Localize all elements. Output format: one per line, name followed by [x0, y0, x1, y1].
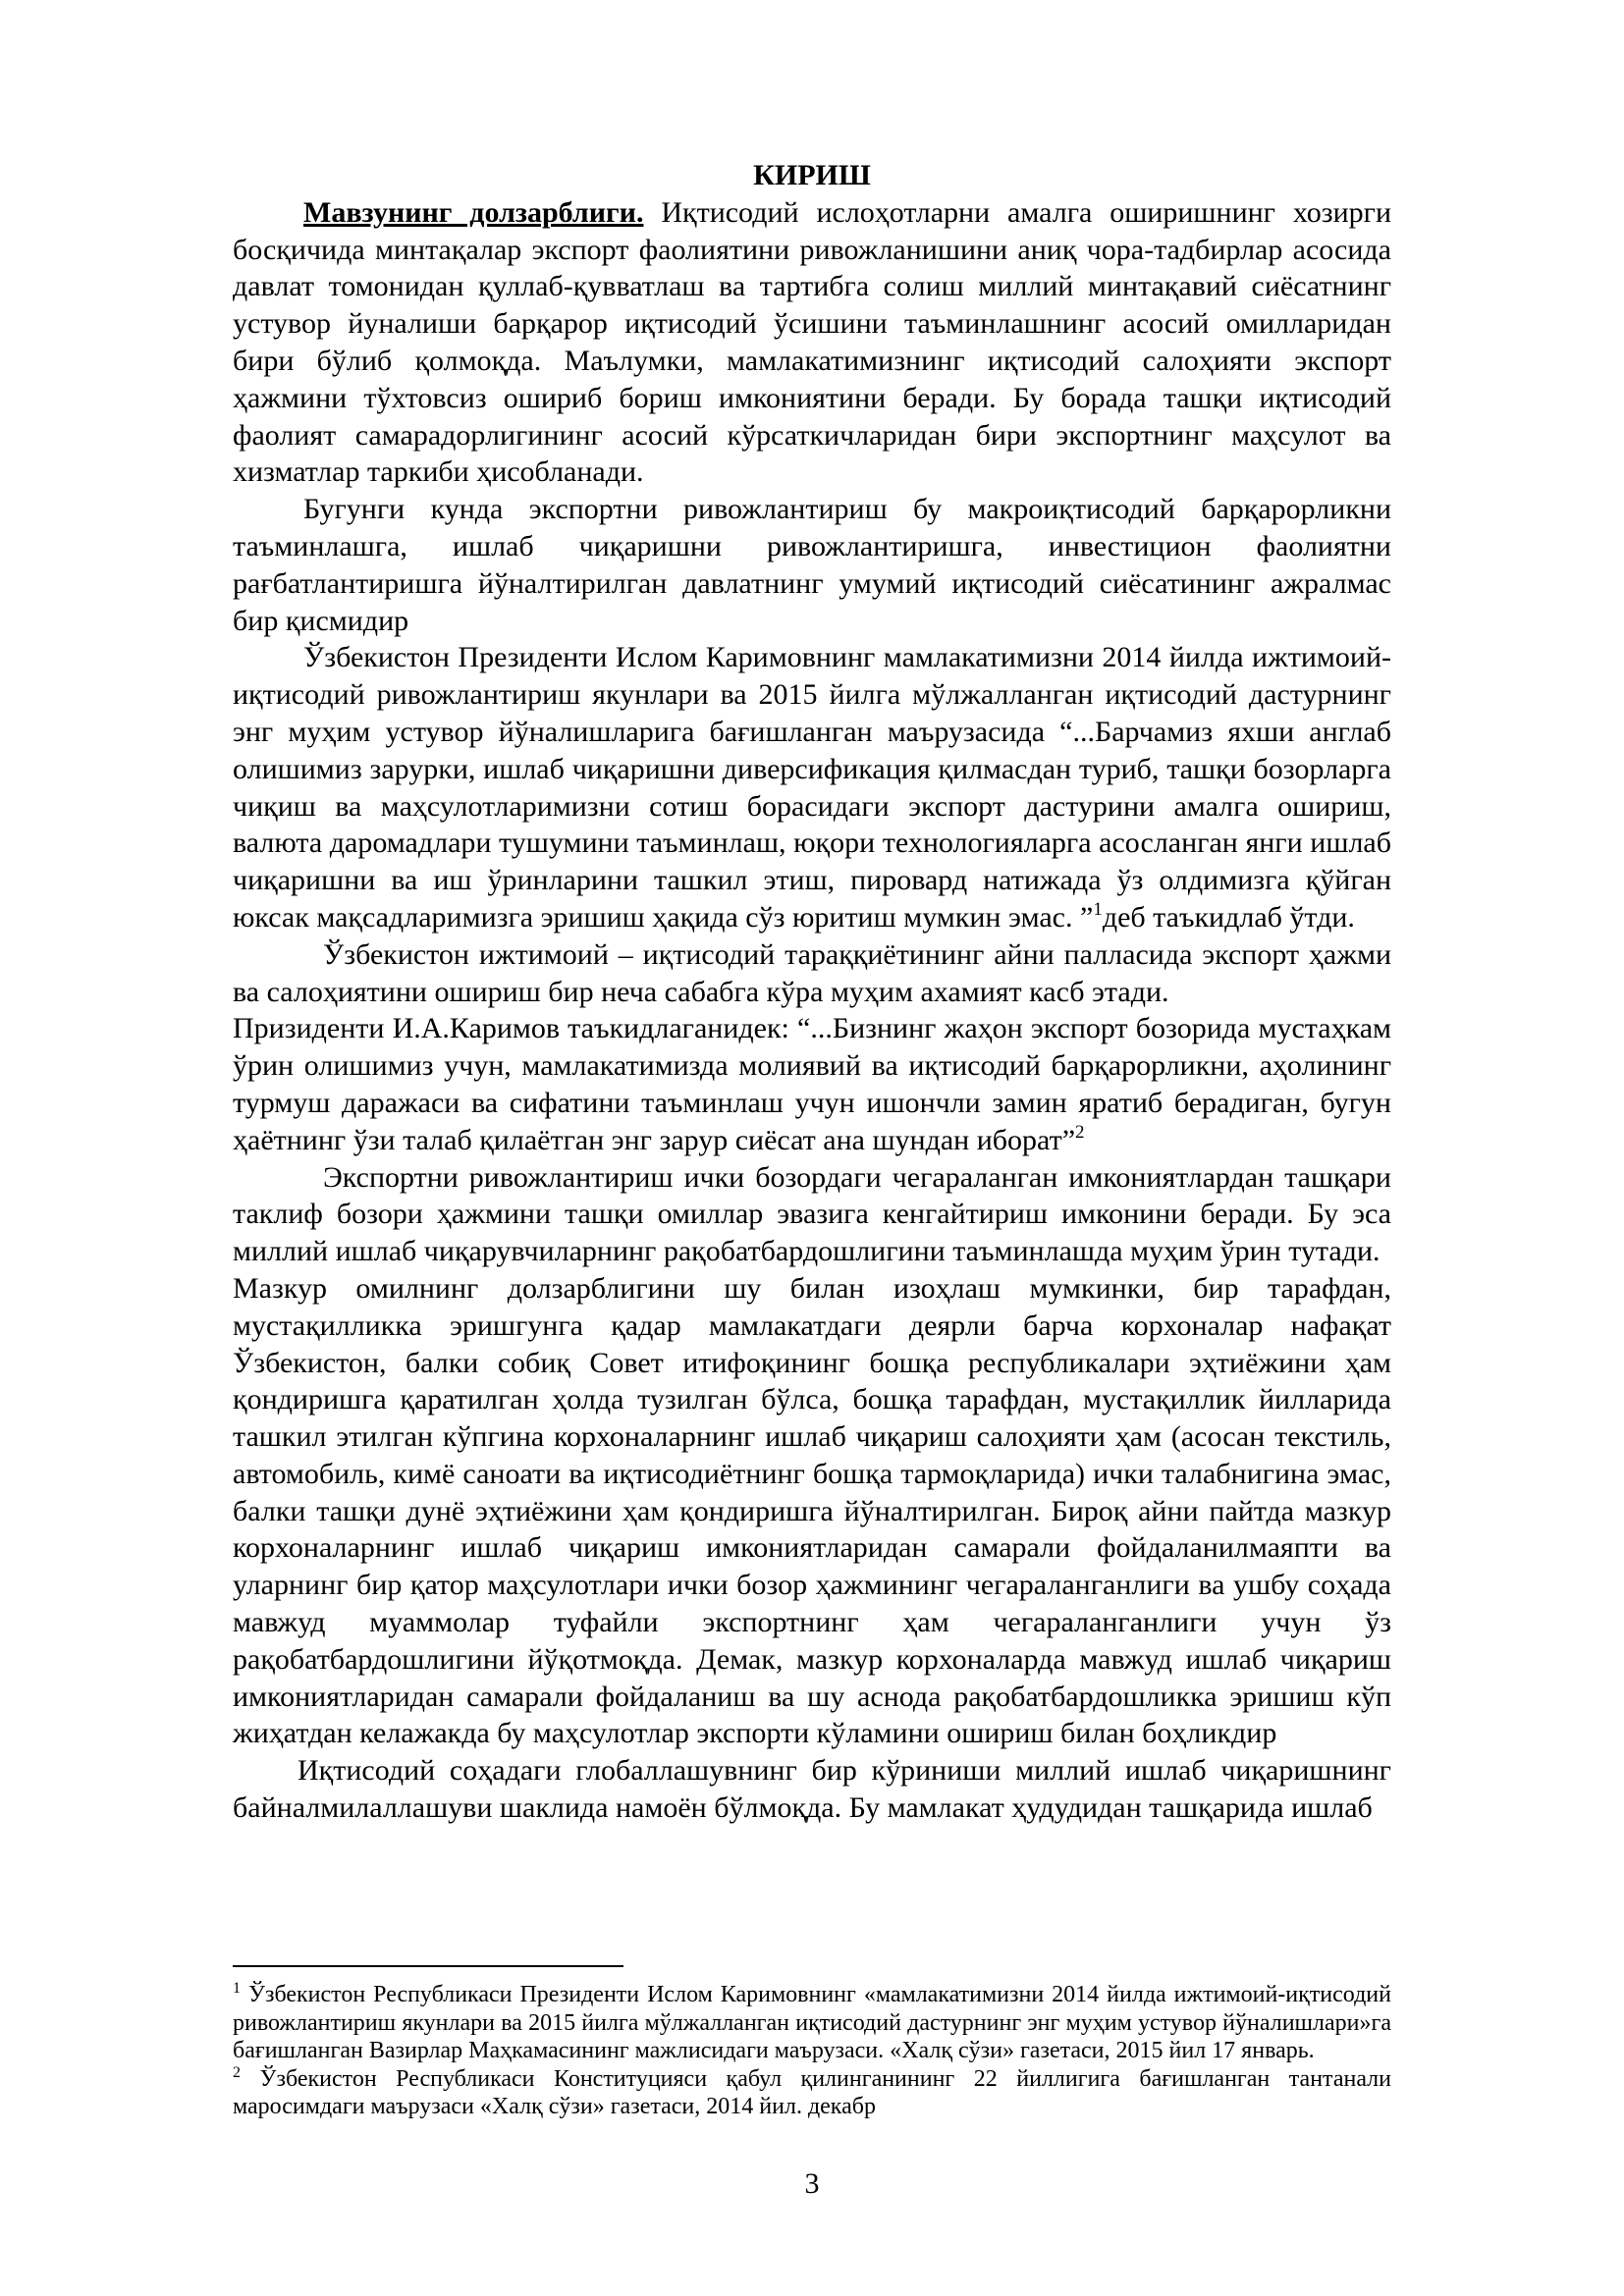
page-title: КИРИШ [753, 159, 871, 191]
footnote-mark: 2 [233, 2063, 241, 2081]
footnote-text: Ўзбекистон Республикаси Конституцияси қабул қилинганининг 22 йиллигига бағишланган тантанали маросимдаги маърузаси «Халқ сўзи» газетаси, 2014 йил. декабр [233, 2065, 1391, 2120]
paragraph-factor-relevance: Мазкур омилнинг долзарблигини шу билан изоҳлаш мумкинки, бир тарафдан, мустақилликка эришгунга қадар мамлакатдаги деярли барча корхоналар нафақат Ўзбекистон, балки собиқ Совет итифоқининг бошқа республикалари эҳтиёжини ҳам қондиришга қаратилган ҳолда тузилган бўлса, бошқа тарафдан, мустақиллик йилларида ташкил этилган кўпгина корхоналарнинг ишлаб чиқариш салоҳияти ҳам (асосан текстиль, автомобиль, кимё саноати ва иқтисодиётнинг бошқа тармоқларида) ички талабнигина эмас, балки ташқи дунё эҳтиёжини ҳам қондиришга йўналтирилган. Бироқ айни пайтда мазкур корхоналарнинг ишлаб чиқариш имкониятларидан самарали фойдаланилмаяпти ва уларнинг бир қатор маҳсулотлари ички бозор ҳажмининг чегараланганлиги ва ушбу соҳада мавжуд муаммолар туфайли экспортнинг ҳам чегараланганлиги учун ўз рақобатбардошлигини йўқотмоқда. Демак, мазкур корхоналарда мавжуд ишлаб чиқариш имкониятларидан самарали фойдаланиш ва шу аснода рақобатбардошликка эришиш кўп жиҳатдан келажакда бу маҳсулотлар экспорти кўламини ошириш билан боҳликдир [233, 1271, 1391, 1750]
footnote-2 [233, 2065, 1391, 2121]
section-lead: Мавзунинг долзарблиги. [303, 195, 644, 229]
paragraph-text-tail: деб таъкидлаб ўтди. [1102, 900, 1355, 934]
footnote-separator [233, 1965, 623, 1967]
page-number: 3 [804, 2167, 820, 2200]
main-content [233, 157, 1391, 1827]
paragraph-text: Иқтисодий ислоҳотларни амалга оширишнинг хозирги босқичида минтақалар экспорт фаолиятини ривожланишини аниқ чора-тадбирлар асосида давлат томонидан қуллаб-қувватлаш ва тартибга солиш миллий минтақавий сиёсатнинг устувор йуналиши барқарор иқтисодий ўсишини таъминлашнинг асосий омилларидан бири бўлиб қолмоқда. Маълумки, мамлакатимизнинг иқтисодий салоҳияти экспорт ҳажмини тўхтовсиз ошириб бориш имкониятини беради. Бу борада ташқи иқтисодий фаолият самарадорлигининг асосий кўрсаткичларидан бири экспортнинг маҳсулот ва хизматлар таркиби ҳисобланади. [233, 195, 1391, 489]
paragraph-export-importance: Ўзбекистон ижтимоий – иқтисодий тараққиётининг айни палласида экспорт ҳажми ва салоҳиятини ошириш бир неча сабабга кўра муҳим ахамият касб этади. [233, 937, 1391, 1008]
footnote-reference: 2 [1075, 1121, 1085, 1143]
footnote-mark: 1 [233, 1980, 241, 1997]
paragraph-president-speech [233, 639, 1391, 935]
footnote-text: Ўзбекистон Республикаси Президенти Ислом Каримовнинг «мамлакатимизни 2014 йилда ижтимоий-иқтисодий ривожлантириш якунлари ва 2015 йилга мўлжалланган иқтисодий дастурнинг энг муҳим устувор йўналишлари»га бағишланган Вазирлар Маҳкамасининг мажлисидаги маърузаси. «Халқ сўзи» газетаси, 2015 йил 17 январь. [233, 1982, 1391, 2064]
paragraph-export-development: Бугунги кунда экспортни ривожлантириш бу макроиқтисодий барқарорликни таъминлашга, ишлаб чиқаришни ривожлантиришга, инвестицион фаолиятни рағбатлантиришга йўналтирилган давлатнинг умумий иқтисодий сиёсатининг ажралмас бир қисмидир [233, 493, 1391, 637]
paragraph-president-quote [233, 1010, 1391, 1158]
footnotes [233, 1981, 1391, 2121]
paragraph-text: Ўзбекистон Президенти Ислом Каримовнинг мамлакатимизни 2014 йилда ижтимоий-иқтисодий ривожлантириш якунлари ва 2015 йилга мўлжалланган иқтисодий дастурнинг энг муҳим устувор йўналишларига бағишланган маърузасида “...Барчамиз яхши англаб олишимиз зарурки, ишлаб чиқаришни диверсификация қилмасдан туриб, ташқи бозорларга чиқиш ва маҳсулотларимизни сотиш борасидаги экспорт дастурини амалга ошириш, валюта даромадлари тушумини таъминлаш, юқори технологияларга асосланган янги ишлаб чиқаришни ва иш ўринларини ташкил этиш, пировард натижада ўз олдимизга қўйган юксак мақсадларимизга эришиш ҳақида сўз юритиш мумкин эмас. ” [233, 641, 1391, 934]
paragraph-globalization: Иқтисодий соҳадаги глобаллашувнинг бир кўриниши миллий ишлаб чиқаришнинг байналмилаллашуви шаклида намоён бўлмоқда. Бу мамлакат ҳудудидан ташқарида ишлаб [233, 1754, 1391, 1825]
paragraph-relevance [233, 194, 1391, 491]
paragraph-market-expansion: Экспортни ривожлантириш ички бозордаги чегараланган имкониятлардан ташқари таклиф бозори ҳажмини ташқи омиллар эвазига кенгайтириш имконини беради. Бу эса миллий ишлаб чиқарувчиларнинг рақобатбардошлигини таъминлашда муҳим ўрин тутади. [233, 1160, 1391, 1268]
paragraph-text: Призиденти И.А.Каримов таъкидлаганидек: “...Бизнинг жаҳон экспорт бозорида мустаҳкам ўрин олишимиз учун, мамлакатимизда молиявий ва иқтисодий барқарорликни, аҳолининг турмуш даражаси ва сифатини таъминлаш учун ишончли замин яратиб берадиган, бугун ҳаётнинг ўзи талаб қилаётган энг зарур сиёсат ана шундан иборат” [233, 1012, 1391, 1156]
footnote-reference: 1 [1093, 898, 1103, 920]
footnote-1 [233, 1981, 1391, 2065]
